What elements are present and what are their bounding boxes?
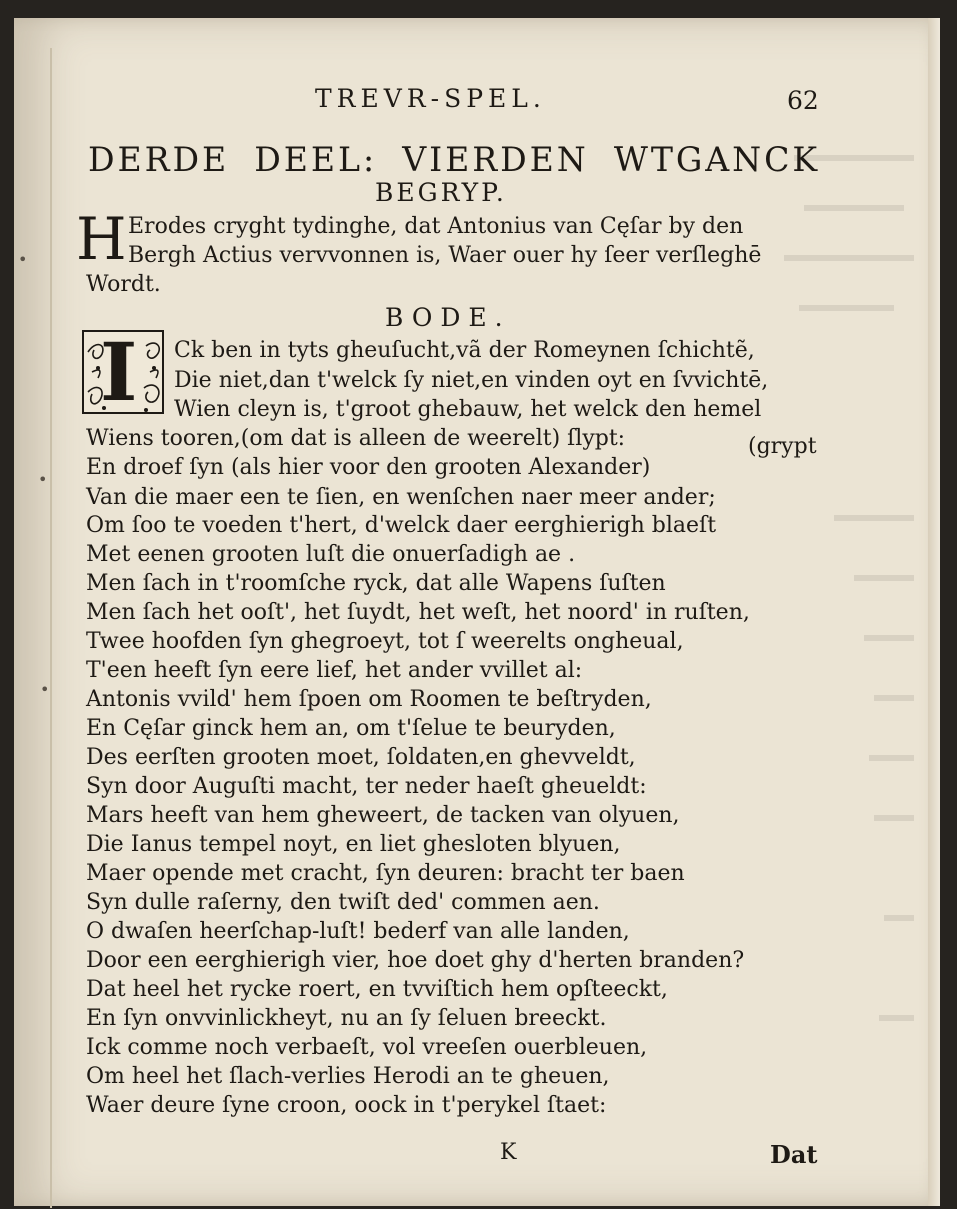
verse-line: Men ſach in t'roomſche ryck, dat alle Wapens ſuſten — [86, 571, 666, 596]
verse-line: Van die maer een te ſien, en wenſchen naer meer ander; — [86, 485, 716, 510]
speaker-name: BODE. — [385, 303, 511, 332]
verse-line: Ick comme noch verbaeſt, vol vreeſen ouerbleuen, — [86, 1035, 648, 1060]
verse-line: Mars heeft van hem gheweert, de tacken van olyuen, — [86, 803, 680, 828]
argument-heading: BEGRYP. — [375, 178, 507, 207]
verse-line: Door een eerghierigh vier, hoe doet ghy d'herten branden? — [86, 948, 745, 973]
decorated-initial — [82, 330, 164, 414]
verse-line: Antonis vvild' hem ſpoen om Roomen te beſtryden, — [86, 687, 652, 712]
gutter-fold — [50, 48, 52, 1208]
verse-line: Waer deure ſyne croon, oock in t'perykel ſtaet: — [86, 1093, 607, 1118]
verse-line: Dat heel het rycke roert, en tvviſtich hem opſteeckt, — [86, 977, 668, 1002]
catchword: Dat — [770, 1140, 818, 1169]
verse-line: Des eerſten grooten moet, ſoldaten,en ghevveldt, — [86, 745, 636, 770]
verse-line: En ſyn onvvinlickheyt, nu an ſy ſeluen breeckt. — [86, 1006, 607, 1031]
drop-cap-letter: I — [100, 330, 138, 414]
verse-line: Maer opende met cracht, ſyn deuren: bracht ter baen — [86, 861, 685, 886]
argument-initial: H — [76, 205, 127, 273]
verse-line: Wien cleyn is, t'groot ghebauw, het welck den hemel — [174, 397, 762, 422]
margin-mark: • — [40, 680, 50, 699]
verse-line: O dwaſen heerſchap-luſt! bederf van alle landen, — [86, 919, 630, 944]
verse-line: Om ſoo te voeden t'hert, d'welck daer eerghierigh blaeſt — [86, 513, 717, 538]
verse-line: Die niet,dan t'welck ſy niet,en vinden oyt en ſvvichtē, — [174, 368, 769, 393]
verse-line: T'een heeft ſyn eere lief, het ander vvillet al: — [86, 658, 583, 683]
page-edge — [928, 18, 940, 1206]
verse-line: Die Ianus tempel noyt, en liet ghesloten blyuen, — [86, 832, 621, 857]
verse-line: Met eenen grooten luſt die onuerſadigh ae . — [86, 542, 576, 567]
verse-line: Syn dulle raſerny, den twiſt ded' commen aen. — [86, 890, 600, 915]
verse-turnover: (grypt — [748, 434, 817, 459]
argument-line: Bergh Actius vervvonnen is, Waer ouer hy ſeer verſleghē — [128, 243, 762, 268]
verse-line: Ck ben in tyts gheuſucht,vã der Romeynen ſchichtẽ, — [174, 338, 755, 363]
show-through-text — [774, 118, 924, 1118]
argument-line: Erodes cryght tydinghe, dat Antonius van Cęſar by den — [128, 214, 744, 239]
section-title: DERDE DEEL: VIERDEN WTGANCK — [88, 140, 821, 180]
signature-mark: K — [500, 1140, 517, 1165]
verse-line: Wiens tooren,(om dat is alleen de weerelt) ſlypt: — [86, 426, 626, 451]
verse-line: Twee hoofden ſyn ghegroeyt, tot ſ weerelts ongheual, — [86, 629, 684, 654]
verse-line: Om heel het ſlach-verlies Herodi an te gheuen, — [86, 1064, 610, 1089]
margin-mark: • — [38, 470, 48, 489]
margin-mark: • — [18, 250, 28, 269]
verse-line: Syn door Auguſti macht, ter neder haeſt gheueldt: — [86, 774, 647, 799]
page-number: 62 — [787, 86, 819, 115]
argument-line: Wordt. — [86, 272, 161, 297]
running-head: TREVR-SPEL. — [315, 84, 546, 113]
verse-line: En droef ſyn (als hier voor den grooten Alexander) — [86, 455, 651, 480]
verse-line: En Cęſar ginck hem an, om t'ſelue te beuryden, — [86, 716, 616, 741]
verse-line: Men ſach het ooſt', het ſuydt, het weſt, het noord' in ruſten, — [86, 600, 750, 625]
